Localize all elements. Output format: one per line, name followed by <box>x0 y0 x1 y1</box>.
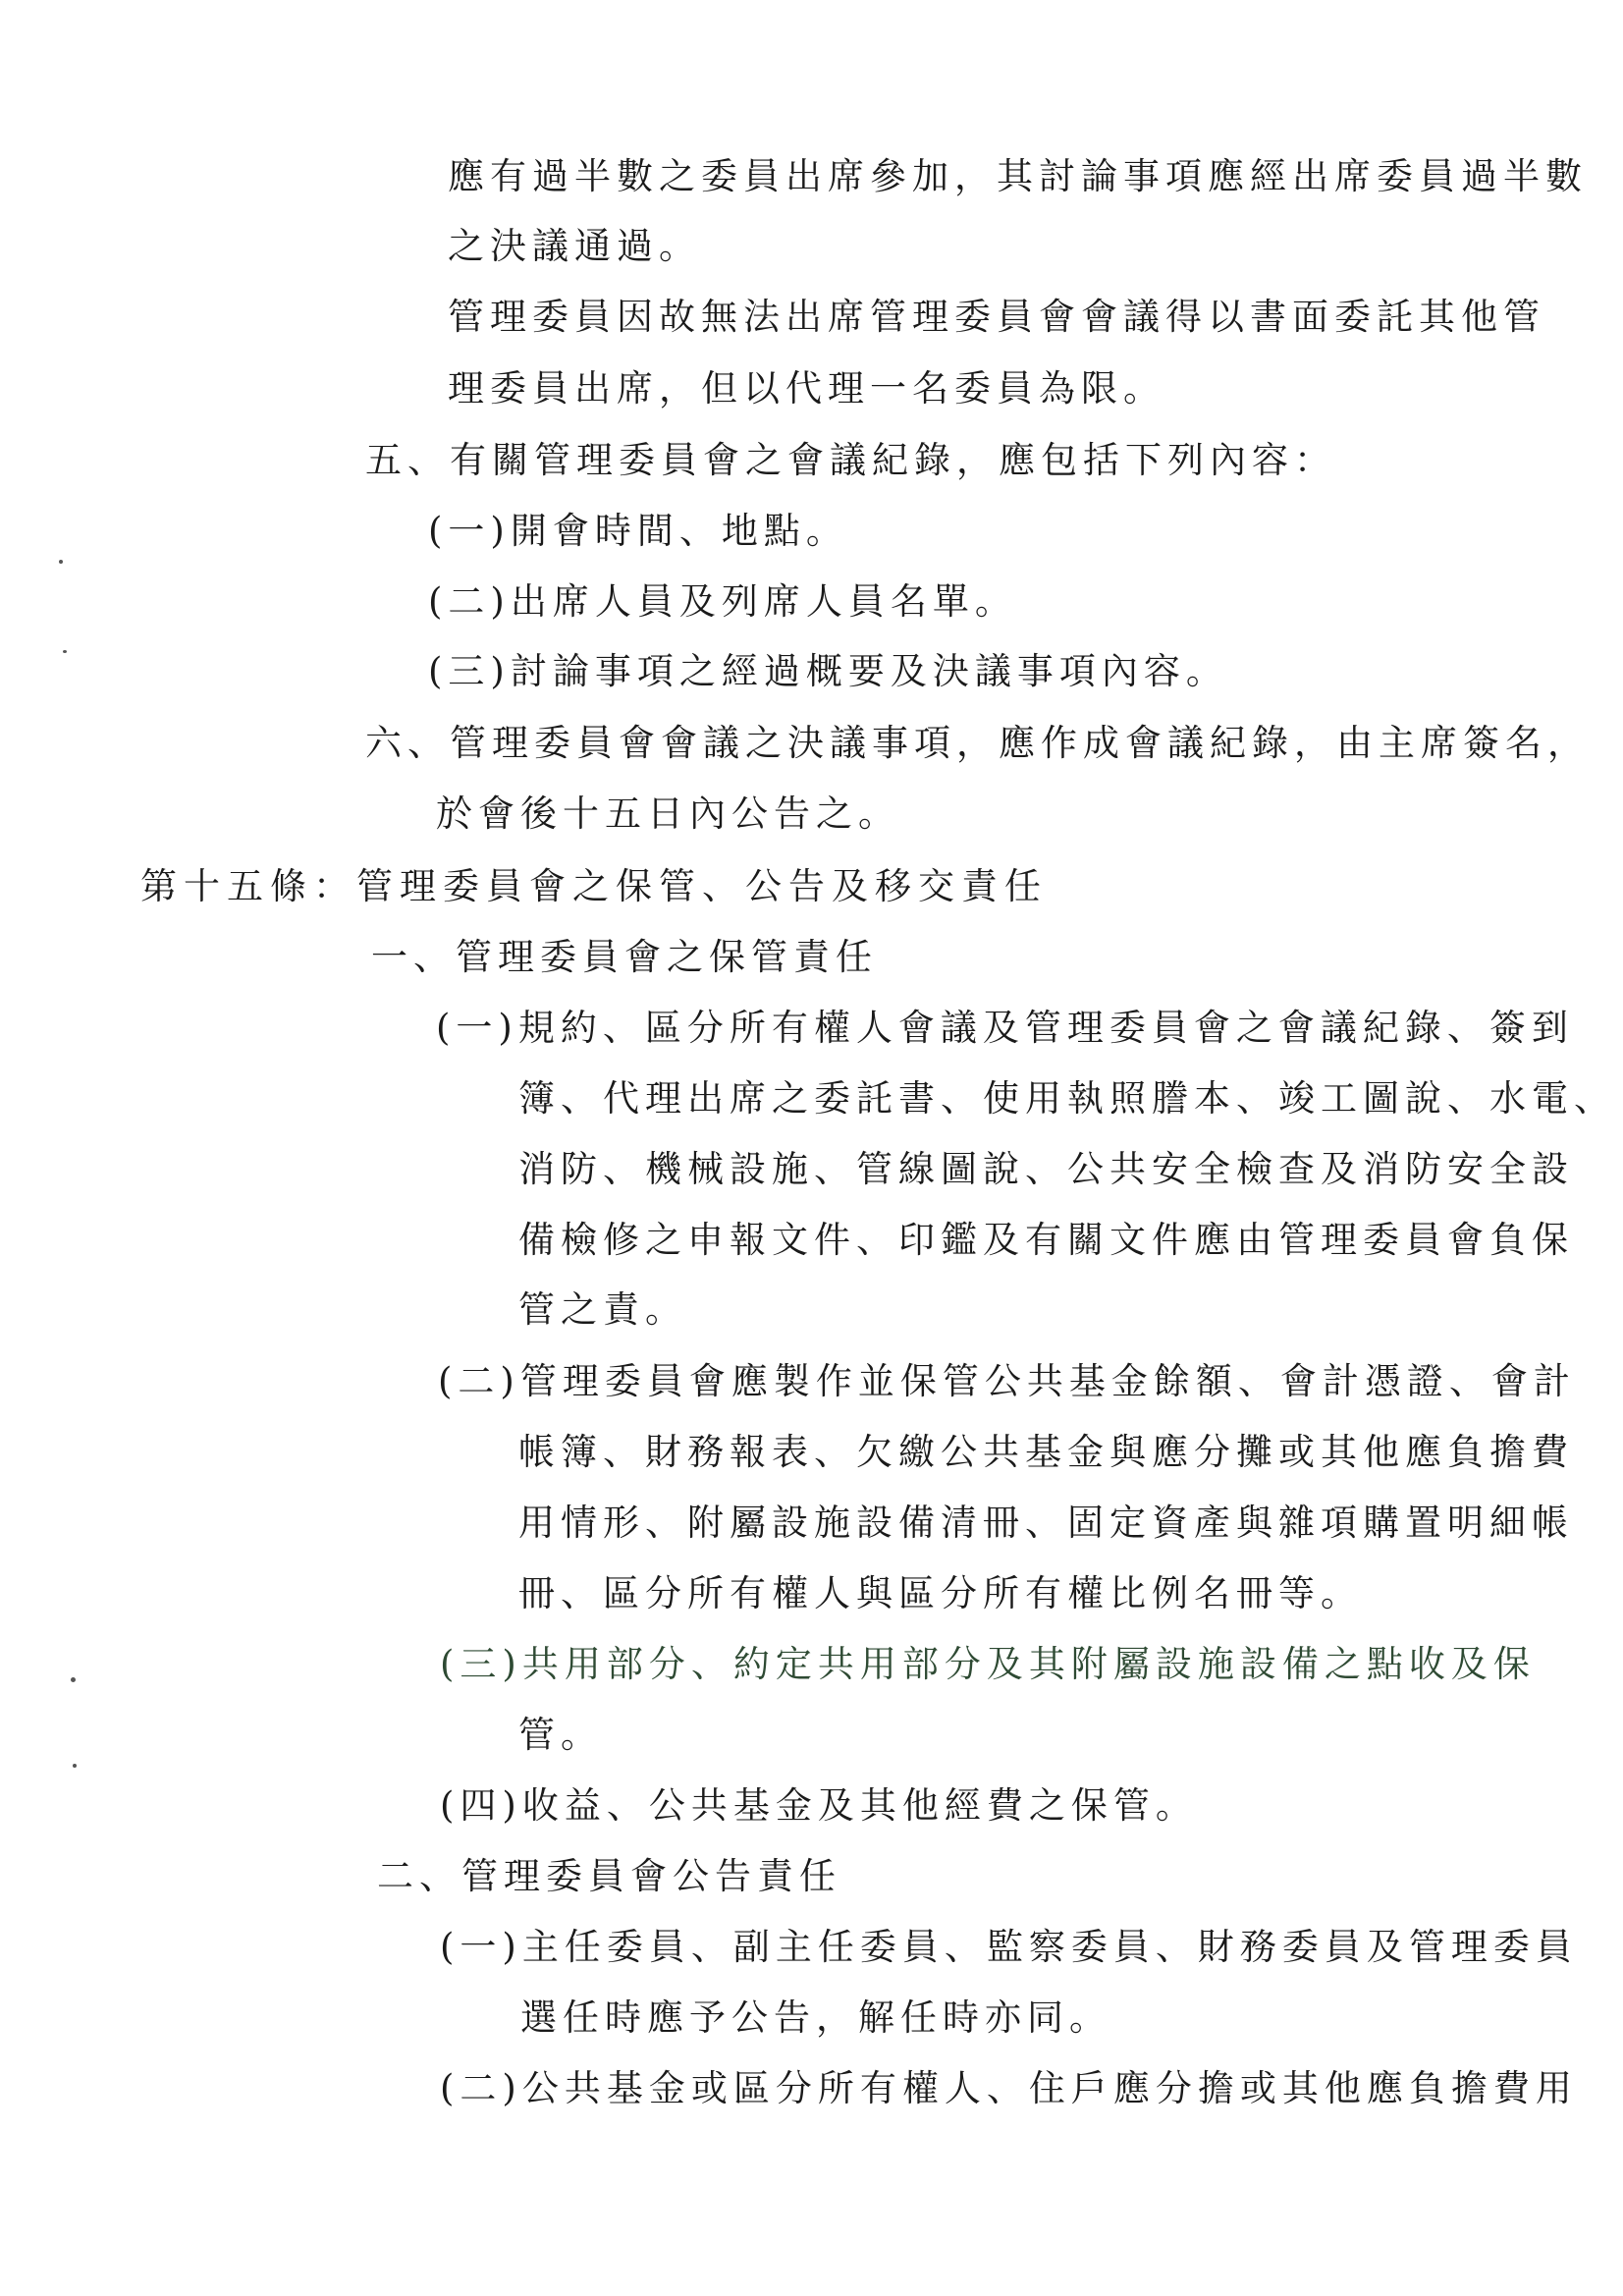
text-line-15: 消防、機械設施、管線圖說、公共安全檢查及消防安全設 <box>518 1148 1574 1190</box>
text-line-20: 用情形、附屬設施設備清冊、固定資產與雜項購置明細帳 <box>518 1502 1574 1544</box>
list-item-5-3: (三)討論事項之經過概要及決議事項內容。 <box>428 650 1228 692</box>
text-line-1: 應有過半數之委員出席參加，其討論事項應經出席委員過半數 <box>448 155 1588 197</box>
list-item-1-4: (四)收益、公共基金及其他經費之保管。 <box>440 1784 1198 1827</box>
text-line-17: 管之責。 <box>518 1288 687 1331</box>
text-line-4: 理委員出席，但以代理一名委員為限。 <box>448 367 1165 410</box>
article-15-heading: 第十五條：管理委員會之保管、公告及移交責任 <box>140 865 1048 907</box>
list-item-5-1: (一)開會時間、地點。 <box>428 510 848 552</box>
list-item-1-3: (三)共用部分、約定共用部分及其附屬設施設備之點收及保 <box>440 1643 1536 1685</box>
list-item-1-2: (二)管理委員會應製作並保管公共基金餘額、會計憑證、會計 <box>438 1360 1576 1402</box>
list-item-2-1: (一)主任委員、副主任委員、監察委員、財務委員及管理委員 <box>440 1926 1578 1968</box>
section-five-heading: 五、有關管理委員會之會議紀錄，應包括下列內容： <box>365 439 1336 481</box>
subsection-one-heading: 一、管理委員會之保管責任 <box>371 936 878 978</box>
text-line-10: 於會後十五日內公告之。 <box>436 793 900 835</box>
text-line-21: 冊、區分所有權人與區分所有權比例名冊等。 <box>518 1572 1363 1614</box>
scan-speck <box>59 560 63 564</box>
list-item-5-2: (二)出席人員及列席人員名單。 <box>428 580 1017 623</box>
text-line-2: 之決議通過。 <box>448 225 701 267</box>
list-item-1-1: (一)規約、區分所有權人會議及管理委員會之會議紀錄、簽到 <box>436 1007 1574 1049</box>
text-line-23: 管。 <box>518 1714 603 1756</box>
scan-speck <box>71 1677 76 1682</box>
scan-speck <box>63 650 67 653</box>
subsection-two-heading: 二、管理委員會公告責任 <box>377 1855 841 1897</box>
section-six-heading: 六、管理委員會會議之決議事項，應作成會議紀錄，由主席簽名， <box>365 722 1590 764</box>
text-line-27: 選任時應予公告，解任時亦同。 <box>520 1996 1111 2039</box>
text-line-16: 備檢修之申報文件、印鑑及有關文件應由管理委員會負保 <box>518 1219 1574 1261</box>
list-item-2-2: (二)公共基金或區分所有權人、住戶應分擔或其他應負擔費用 <box>440 2067 1578 2109</box>
scan-speck <box>73 1764 77 1768</box>
text-line-3: 管理委員因故無法出席管理委員會會議得以書面委託其他管 <box>448 296 1545 338</box>
text-line-19: 帳簿、財務報表、欠繳公共基金與應分攤或其他應負擔費 <box>518 1431 1574 1473</box>
text-line-14: 簿、代理出席之委託書、使用執照謄本、竣工圖說、水電、 <box>518 1077 1616 1120</box>
